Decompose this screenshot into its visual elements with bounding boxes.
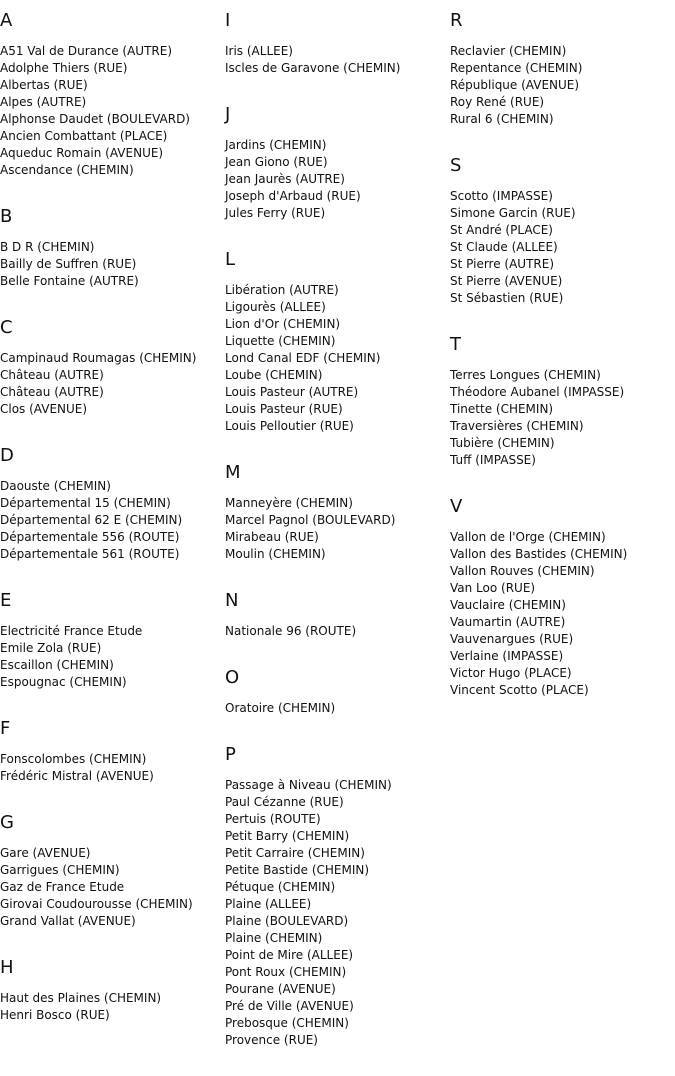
street-link[interactable]: Louis Pasteur (RUE) — [225, 402, 343, 416]
street-link[interactable]: Pétuque (CHEMIN) — [225, 880, 336, 894]
street-link[interactable]: Scotto (IMPASSE) — [450, 189, 553, 203]
street-link[interactable]: Manneyère (CHEMIN) — [225, 496, 353, 510]
street-link[interactable]: Traversières (CHEMIN) — [450, 419, 584, 433]
street-link[interactable]: Vauclaire (CHEMIN) — [450, 598, 566, 612]
letter-section-n — [225, 590, 450, 640]
street-link[interactable]: Vallon Rouves (CHEMIN) — [450, 564, 595, 578]
street-link[interactable]: Jardins (CHEMIN) — [225, 138, 327, 152]
letter-section-b — [0, 206, 225, 290]
letter-section-d — [0, 445, 225, 563]
street-link[interactable]: Henri Bosco (RUE) — [0, 1008, 110, 1022]
street-link[interactable]: Petit Barry (CHEMIN) — [225, 829, 350, 843]
street-link[interactable]: Loube (CHEMIN) — [225, 368, 323, 382]
street-link[interactable]: Provence (RUE) — [225, 1033, 318, 1047]
street-link[interactable]: Vallon de l'Orge (CHEMIN) — [450, 530, 606, 544]
letter-section-m — [225, 462, 450, 563]
street-list — [225, 777, 450, 1049]
street-list — [0, 845, 225, 930]
section-letter-heading: I — [225, 10, 231, 31]
street-link[interactable]: Simone Garcin (RUE) — [450, 206, 576, 220]
section-letter-heading: F — [0, 718, 11, 739]
street-link[interactable]: Départemental 62 E (CHEMIN) — [0, 513, 183, 527]
letter-section-r — [450, 10, 675, 128]
street-link[interactable]: Albertas (RUE) — [0, 78, 88, 92]
street-link[interactable]: Verlaine (IMPASSE) — [450, 649, 564, 663]
street-link[interactable]: Alphonse Daudet (BOULEVARD) — [0, 112, 190, 126]
letter-section-g — [0, 812, 225, 930]
section-letter-heading: D — [0, 445, 14, 466]
street-link[interactable]: Frédéric Mistral (AVENUE) — [0, 769, 154, 783]
street-link[interactable]: Liquette (CHEMIN) — [225, 334, 336, 348]
letter-section-j — [225, 104, 450, 222]
street-link[interactable]: République (AVENUE) — [450, 78, 580, 92]
street-link[interactable]: Tinette (CHEMIN) — [450, 402, 554, 416]
street-link[interactable]: Bailly de Suffren (RUE) — [0, 257, 137, 271]
letter-section-a — [0, 10, 225, 179]
letter-section-t — [450, 334, 675, 469]
street-link[interactable]: Haut des Plaines (CHEMIN) — [0, 991, 162, 1005]
street-link[interactable]: Prebosque (CHEMIN) — [225, 1016, 349, 1030]
street-list — [450, 529, 675, 699]
street-link[interactable]: Château (AUTRE) — [0, 368, 104, 382]
street-list — [225, 495, 450, 563]
street-link[interactable]: Lond Canal EDF (CHEMIN) — [225, 351, 381, 365]
street-link[interactable]: Paul Cézanne (RUE) — [225, 795, 344, 809]
street-list — [225, 700, 450, 717]
street-link[interactable]: Départementale 561 (ROUTE) — [0, 547, 180, 561]
letter-section-c — [0, 317, 225, 418]
street-link[interactable]: Marcel Pagnol (BOULEVARD) — [225, 513, 396, 527]
street-link[interactable]: Pont Roux (CHEMIN) — [225, 965, 347, 979]
street-link[interactable]: Nationale 96 (ROUTE) — [225, 624, 357, 638]
street-link[interactable]: Jean Giono (RUE) — [225, 155, 328, 169]
street-link[interactable]: Adolphe Thiers (RUE) — [0, 61, 128, 75]
street-link[interactable]: Fonscolombes (CHEMIN) — [0, 752, 147, 766]
street-link[interactable]: Plaine (ALLEE) — [225, 897, 312, 911]
street-link[interactable]: St Sébastien (RUE) — [450, 291, 564, 305]
street-link[interactable]: Aqueduc Romain (AVENUE) — [0, 146, 164, 160]
street-link[interactable]: Van Loo (RUE) — [450, 581, 536, 595]
street-link[interactable]: Ancien Combattant (PLACE) — [0, 129, 168, 143]
section-letter-heading: L — [225, 249, 236, 270]
letter-section-s — [450, 155, 675, 307]
street-link[interactable]: Pertuis (ROUTE) — [225, 812, 321, 826]
street-link[interactable]: Jules Ferry (RUE) — [225, 206, 326, 220]
street-link[interactable]: Garrigues (CHEMIN) — [0, 863, 120, 877]
street-link[interactable]: Ligourès (ALLEE) — [225, 300, 326, 314]
street-link[interactable]: Oratoire (CHEMIN) — [225, 701, 336, 715]
section-letter-heading: E — [0, 590, 12, 611]
section-letter-heading: S — [450, 155, 462, 176]
street-index-column-1 — [0, 10, 225, 1051]
street-link[interactable]: Pré de Ville (AVENUE) — [225, 999, 354, 1013]
letter-section-e — [0, 590, 225, 691]
letter-section-v — [450, 496, 675, 699]
street-list — [450, 43, 675, 128]
street-link[interactable]: Joseph d'Arbaud (RUE) — [225, 189, 361, 203]
street-link[interactable]: Alpes (AUTRE) — [0, 95, 87, 109]
street-link[interactable]: Gaz de France Etude — [0, 880, 125, 894]
street-list — [225, 43, 450, 77]
street-link[interactable]: Electricité France Etude — [0, 624, 143, 638]
street-link[interactable]: Jean Jaurès (AUTRE) — [225, 172, 345, 186]
street-link[interactable]: Iris (ALLEE) — [225, 44, 293, 58]
street-list — [0, 43, 225, 179]
street-list — [0, 990, 225, 1024]
letter-section-l — [225, 249, 450, 435]
street-link[interactable]: Théodore Aubanel (IMPASSE) — [450, 385, 625, 399]
street-link[interactable]: Campinaud Roumagas (CHEMIN) — [0, 351, 197, 365]
section-letter-heading: V — [450, 496, 463, 517]
letter-section-o — [225, 667, 450, 717]
street-link[interactable]: Départementale 556 (ROUTE) — [0, 530, 180, 544]
street-link[interactable]: Point de Mire (ALLEE) — [225, 948, 354, 962]
letter-section-f — [0, 718, 225, 785]
street-link[interactable]: Espougnac (CHEMIN) — [0, 675, 127, 689]
street-link[interactable]: Gare (AVENUE) — [0, 846, 91, 860]
street-link[interactable]: Reclavier (CHEMIN) — [450, 44, 567, 58]
section-letter-heading: P — [225, 744, 236, 765]
section-letter-heading: A — [0, 10, 13, 31]
street-link[interactable]: Rural 6 (CHEMIN) — [450, 112, 554, 126]
street-link[interactable]: Girovai Coudourousse (CHEMIN) — [0, 897, 193, 911]
letter-section-h — [0, 957, 225, 1024]
street-index-column-2 — [225, 10, 450, 1076]
street-link[interactable]: Daouste (CHEMIN) — [0, 479, 111, 493]
street-link[interactable]: Louis Pasteur (AUTRE) — [225, 385, 359, 399]
section-letter-heading: N — [225, 590, 239, 611]
street-link[interactable]: B D R (CHEMIN) — [0, 240, 95, 254]
street-link[interactable]: Victor Hugo (PLACE) — [450, 666, 572, 680]
street-link[interactable]: St Pierre (AVENUE) — [450, 274, 563, 288]
section-letter-heading: J — [225, 104, 231, 125]
street-list — [450, 367, 675, 469]
street-link[interactable]: Pourane (AVENUE) — [225, 982, 336, 996]
street-link[interactable]: Repentance (CHEMIN) — [450, 61, 583, 75]
street-link[interactable]: Belle Fontaine (AUTRE) — [0, 274, 139, 288]
section-letter-heading: O — [225, 667, 240, 688]
street-link[interactable]: Départemental 15 (CHEMIN) — [0, 496, 171, 510]
street-link[interactable]: St Pierre (AUTRE) — [450, 257, 555, 271]
street-link[interactable]: St André (PLACE) — [450, 223, 553, 237]
section-letter-heading: B — [0, 206, 13, 227]
street-link[interactable]: Petite Bastide (CHEMIN) — [225, 863, 370, 877]
street-link[interactable]: Plaine (CHEMIN) — [225, 931, 323, 945]
section-letter-heading: M — [225, 462, 241, 483]
street-link[interactable]: Roy René (RUE) — [450, 95, 545, 109]
street-list — [450, 188, 675, 307]
section-letter-heading: R — [450, 10, 463, 31]
street-link[interactable]: Libération (AUTRE) — [225, 283, 339, 297]
street-link[interactable]: Ascendance (CHEMIN) — [0, 163, 134, 177]
street-link[interactable]: Terres Longues (CHEMIN) — [450, 368, 601, 382]
street-list — [0, 350, 225, 418]
street-link[interactable]: Vincent Scotto (PLACE) — [450, 683, 589, 697]
section-letter-heading: C — [0, 317, 13, 338]
street-index-column-3 — [450, 10, 675, 726]
section-letter-heading: H — [0, 957, 14, 978]
section-letter-heading: G — [0, 812, 14, 833]
street-link[interactable]: Petit Carraire (CHEMIN) — [225, 846, 365, 860]
street-link[interactable]: Vallon des Bastides (CHEMIN) — [450, 547, 628, 561]
street-link[interactable]: Grand Vallat (AVENUE) — [0, 914, 136, 928]
street-link[interactable]: Emile Zola (RUE) — [0, 641, 102, 655]
street-link[interactable]: Iscles de Garavone (CHEMIN) — [225, 61, 401, 75]
street-link[interactable]: Passage à Niveau (CHEMIN) — [225, 778, 392, 792]
street-list — [0, 239, 225, 290]
street-list — [0, 751, 225, 785]
letter-section-p — [225, 744, 450, 1049]
street-link[interactable]: Clos (AVENUE) — [0, 402, 88, 416]
section-letter-heading: T — [450, 334, 461, 355]
street-list — [0, 623, 225, 691]
street-link[interactable]: Château (AUTRE) — [0, 385, 104, 399]
street-link[interactable]: St Claude (ALLEE) — [450, 240, 558, 254]
street-link[interactable]: Moulin (CHEMIN) — [225, 547, 326, 561]
street-list — [225, 137, 450, 222]
street-link[interactable]: Escaillon (CHEMIN) — [0, 658, 114, 672]
street-list — [225, 282, 450, 435]
street-link[interactable]: Plaine (BOULEVARD) — [225, 914, 349, 928]
street-link[interactable]: Vauvenargues (RUE) — [450, 632, 574, 646]
street-link[interactable]: Vaumartin (AUTRE) — [450, 615, 566, 629]
letter-section-i — [225, 10, 450, 77]
street-link[interactable]: Mirabeau (RUE) — [225, 530, 319, 544]
street-link[interactable]: Tuff (IMPASSE) — [450, 453, 536, 467]
street-link[interactable]: A51 Val de Durance (AUTRE) — [0, 44, 173, 58]
street-list — [225, 623, 450, 640]
street-link[interactable]: Tubière (CHEMIN) — [450, 436, 555, 450]
street-link[interactable]: Louis Pelloutier (RUE) — [225, 419, 354, 433]
street-list — [0, 478, 225, 563]
street-link[interactable]: Lion d'Or (CHEMIN) — [225, 317, 341, 331]
